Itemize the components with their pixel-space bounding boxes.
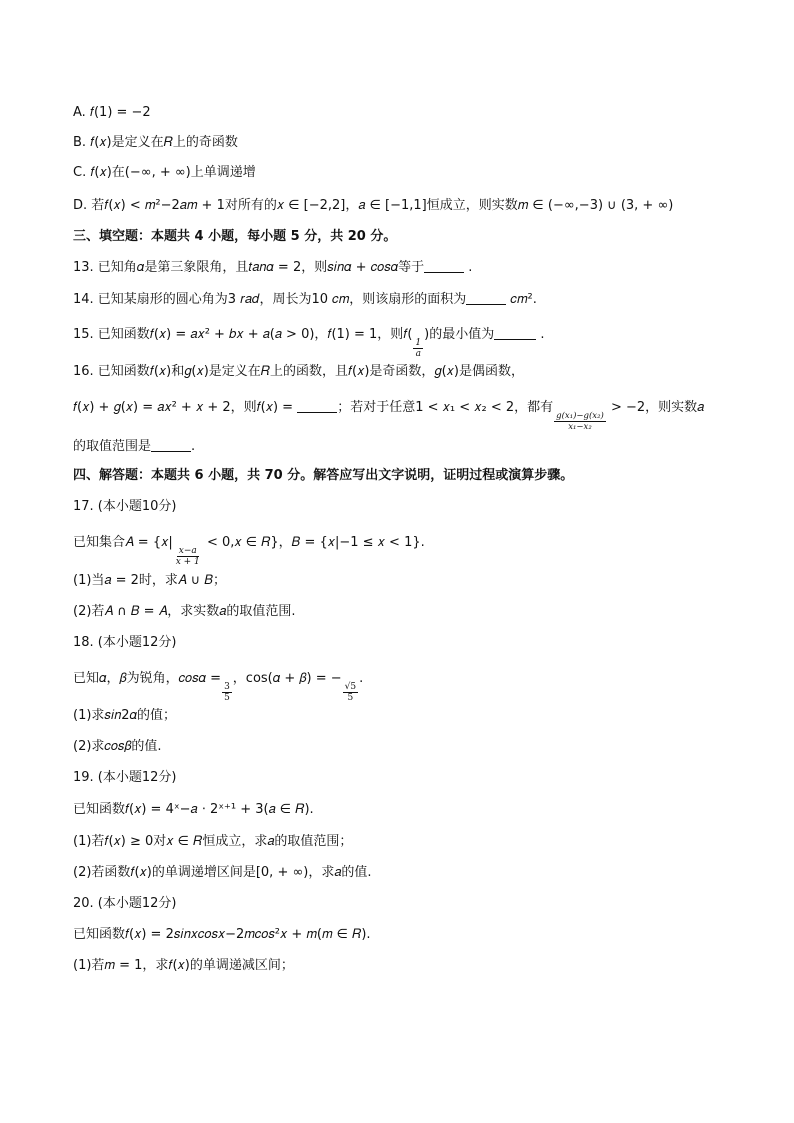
- q20-statement: 已知函数𝑓(𝑥) = 2𝑠𝑖𝑛𝑥𝑐𝑜𝑠𝑥−2𝑚𝑐𝑜𝑠²𝑥 + 𝑚(𝑚 ∈ 𝑅).: [73, 927, 371, 942]
- q18-numerator-2: √5: [344, 682, 357, 692]
- q18-text: 已知𝛼，𝛽为锐角，𝑐𝑜𝑠𝛼 =: [73, 671, 222, 686]
- q15-text-2: )的最小值为: [424, 327, 495, 342]
- q16-text-4: 的取值范围是: [73, 439, 152, 454]
- option-b: B. 𝑓(𝑥)是定义在𝑅上的奇函数: [73, 135, 238, 150]
- q14-unit: 𝑐𝑚².: [510, 292, 537, 307]
- q20-part-1: (1)若𝑚 = 1，求𝑓(𝑥)的单调递减区间；: [73, 958, 294, 973]
- q15-fraction: [413, 338, 423, 359]
- q18-statement: [73, 670, 363, 703]
- q18-part-1: (1)求𝑠𝑖𝑛2𝛼的值；: [73, 708, 177, 723]
- q18-header: 18. (本小题12分): [73, 635, 177, 650]
- q17-text: 已知集合𝐴 = {𝑥|: [73, 535, 173, 550]
- q13-text: 13. 已知角𝛼是第三象限角，且𝑡𝑎𝑛𝛼 = 2，则𝑠𝑖𝑛𝛼 + 𝑐𝑜𝑠𝛼等于: [73, 260, 425, 275]
- q14-text: 14. 已知某扇形的圆心角为3 𝑟𝑎𝑑，周长为10 𝑐𝑚，则该扇形的面积为: [73, 292, 467, 307]
- section-3-heading: 三、填空题：本题共 4 小题，每小题 5 分，共 20 分。: [73, 229, 397, 244]
- q19-part-2: (2)若函数𝑓(𝑥)的单调递增区间是[0, + ∞)，求𝑎的值.: [73, 865, 372, 880]
- q17-header: 17. (本小题10分): [73, 499, 177, 514]
- question-16-line-2: [73, 398, 704, 432]
- q20-header: 20. (本小题12分): [73, 896, 177, 911]
- q18-fraction-2: [343, 682, 358, 703]
- q16-text: 𝑓(𝑥) + 𝑔(𝑥) = 𝑎𝑥² + 𝑥 + 2，则𝑓(𝑥) =: [73, 400, 294, 415]
- q19-statement: 已知函数𝑓(𝑥) = 4ˣ−𝑎 ⋅ 2ˣ⁺¹ + 3(𝑎 ∈ 𝑅).: [73, 802, 314, 817]
- q15-end: .: [540, 327, 545, 342]
- q17-part-1: (1)当𝑎 = 2时，求𝐴 ∪ 𝐵；: [73, 573, 226, 588]
- q16-text-3: > −2，则实数𝑎: [610, 400, 705, 415]
- question-14: [73, 290, 537, 309]
- option-c: C. 𝑓(𝑥)在(−∞, + ∞)上单调递增: [73, 165, 256, 180]
- q15-text: 15. 已知函数𝑓(𝑥) = 𝑎𝑥² + 𝑏𝑥 + 𝑎(𝑎 > 0)，𝑓(1) = 1，则𝑓(: [73, 327, 413, 342]
- q16-answer-blank-1: [297, 398, 337, 413]
- q18-denominator-2: 5: [347, 693, 354, 703]
- q18-text-2: ，cos(𝛼 + 𝛽) = −: [232, 671, 342, 686]
- q16-end: .: [191, 439, 196, 454]
- q15-denominator: 𝑎: [415, 349, 421, 359]
- q19-part-1: (1)若𝑓(𝑥) ≥ 0对𝑥 ∈ 𝑅恒成立，求𝑎的取值范围；: [73, 834, 353, 849]
- q17-denominator: 𝑥 + 1: [175, 557, 200, 567]
- q18-denominator-1: 5: [224, 693, 230, 703]
- option-d: D. 若𝑓(𝑥) < 𝑚²−2𝑎𝑚 + 1对所有的𝑥 ∈ [−2,2]，𝑎 ∈ [−1,1]恒成立，则实数𝑚 ∈ (−∞,−3) ∪ (3, + ∞): [73, 198, 674, 213]
- question-16-line-1: 16. 已知函数𝑓(𝑥)和𝑔(𝑥)是定义在𝑅上的函数，且𝑓(𝑥)是奇函数，𝑔(𝑥)是偶函数，: [73, 364, 524, 379]
- q17-statement: [73, 534, 425, 567]
- q16-denominator: 𝑥₁−𝑥₂: [568, 422, 592, 432]
- q18-end: .: [359, 671, 364, 686]
- q15-numerator: 1: [415, 338, 422, 348]
- q16-numerator: 𝑔(𝑥₁)−𝑔(𝑥₂): [556, 411, 604, 421]
- q16-text-2: ；若对于任意1 < 𝑥₁ < 𝑥₂ < 2，都有: [337, 400, 554, 415]
- q17-fraction: [174, 546, 202, 567]
- q17-part-2: (2)若𝐴 ∩ 𝐵 = 𝐴，求实数𝑎的取值范围.: [73, 604, 296, 619]
- question-13: [73, 258, 472, 277]
- q15-answer-blank: [494, 325, 536, 340]
- question-15: [73, 325, 545, 359]
- q16-fraction: [554, 411, 606, 432]
- q18-part-2: (2)求𝑐𝑜𝑠𝛽的值.: [73, 739, 162, 754]
- q13-end: .: [468, 260, 473, 275]
- q19-header: 19. (本小题12分): [73, 770, 177, 785]
- q16-answer-blank-2: [151, 437, 191, 452]
- q13-answer-blank: [424, 258, 464, 273]
- q18-fraction-1: [222, 682, 232, 703]
- option-a: A. 𝑓(1) = −2: [73, 105, 151, 120]
- q17-text-2: < 0,𝑥 ∈ 𝑅}，𝐵 = {𝑥|−1 ≤ 𝑥 < 1}.: [206, 535, 425, 550]
- q14-answer-blank: [466, 290, 506, 305]
- q18-numerator-1: 3: [224, 682, 230, 692]
- q17-numerator: 𝑥−𝑎: [178, 546, 197, 556]
- question-16-line-3: [73, 437, 195, 456]
- section-4-heading: 四、解答题：本题共 6 小题，共 70 分。解答应写出文字说明，证明过程或演算步骤。: [73, 468, 574, 483]
